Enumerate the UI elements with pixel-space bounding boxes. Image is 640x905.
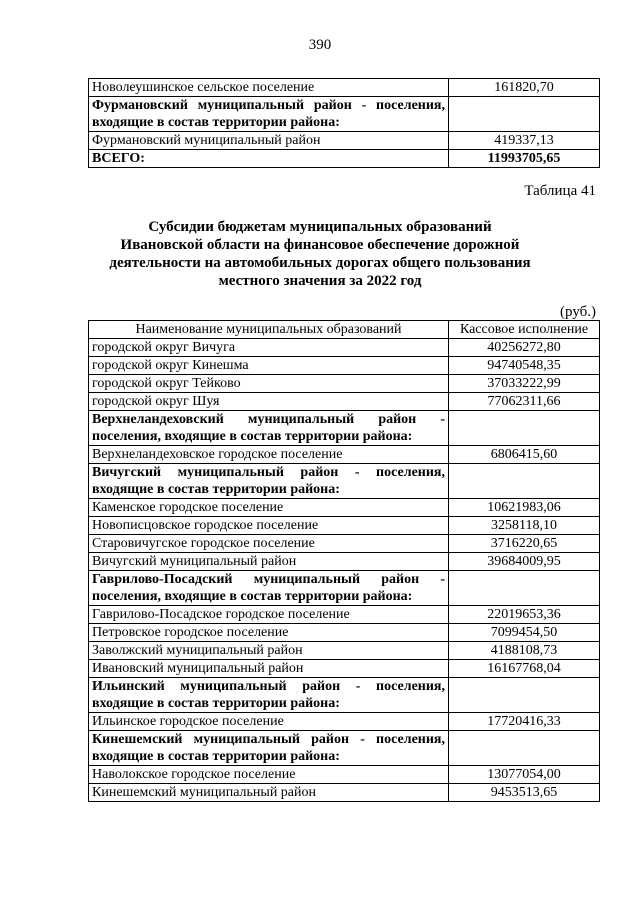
- table-row: [89, 339, 600, 357]
- row-value: 94740548,35: [449, 357, 600, 375]
- row-value: [449, 571, 600, 606]
- table-label: Таблица 41: [524, 183, 596, 199]
- row-value: 16167768,04: [449, 660, 600, 678]
- row-name: Кинешемский муниципальный район - поселения, входящие в состав территории района:: [89, 731, 449, 766]
- table-row: [89, 571, 600, 606]
- table-row: [89, 150, 600, 168]
- row-name: Вичугский муниципальный район - поселения, входящие в состав территории района:: [89, 464, 449, 499]
- table-row: [89, 375, 600, 393]
- table-row: [89, 79, 600, 97]
- unit-label: (руб.): [560, 304, 596, 320]
- row-value: 6806415,60: [449, 446, 600, 464]
- row-name: Ильинский муниципальный район - поселения, входящие в состав территории района:: [89, 678, 449, 713]
- row-name: Новолеушинское сельское поселение: [89, 79, 449, 97]
- row-name: Заволжский муниципальный район: [89, 642, 449, 660]
- row-name: Ильинское городское поселение: [89, 713, 449, 731]
- row-value: 40256272,80: [449, 339, 600, 357]
- title-line: Субсидии бюджетам муниципальных образований: [148, 219, 492, 235]
- row-name: Каменское городское поселение: [89, 499, 449, 517]
- header-name: Наименование муниципальных образований: [89, 321, 449, 339]
- title-line: Ивановской области на финансовое обеспечение дорожной: [120, 237, 520, 253]
- table-row: [89, 446, 600, 464]
- row-value: 161820,70: [449, 79, 600, 97]
- row-value: 11993705,65: [449, 150, 600, 168]
- row-value: [449, 678, 600, 713]
- table-row: [89, 642, 600, 660]
- title-line: местного значения за 2022 год: [218, 273, 422, 289]
- row-value: 3258118,10: [449, 517, 600, 535]
- row-name: Петровское городское поселение: [89, 624, 449, 642]
- row-value: 10621983,06: [449, 499, 600, 517]
- row-value: 7099454,50: [449, 624, 600, 642]
- row-value: 37033222,99: [449, 375, 600, 393]
- table-title: [0, 218, 640, 290]
- row-value: 9453513,65: [449, 784, 600, 802]
- row-name: Фурмановский муниципальный район: [89, 132, 449, 150]
- table-row: [89, 624, 600, 642]
- table-row: [89, 411, 600, 446]
- subsidies-table: [88, 320, 600, 802]
- table-row: [89, 499, 600, 517]
- table-row: [89, 713, 600, 731]
- row-name: городской округ Кинешма: [89, 357, 449, 375]
- row-name: ВСЕГО:: [89, 150, 449, 168]
- row-value: 22019653,36: [449, 606, 600, 624]
- row-name: Верхнеландеховский муниципальный район - поселения, входящие в состав территории района:: [89, 411, 449, 446]
- table-row: [89, 464, 600, 499]
- table-row: [89, 660, 600, 678]
- table-row: [89, 553, 600, 571]
- row-value: 419337,13: [449, 132, 600, 150]
- table-row: [89, 606, 600, 624]
- row-value: [449, 731, 600, 766]
- row-value: [449, 411, 600, 446]
- row-value: 13077054,00: [449, 766, 600, 784]
- row-name: городской округ Шуя: [89, 393, 449, 411]
- row-name: Наволокское городское поселение: [89, 766, 449, 784]
- header-amount: Кассовое исполнение: [449, 321, 600, 339]
- table-row: [89, 132, 600, 150]
- table-row: [89, 393, 600, 411]
- row-name: Кинешемский муниципальный район: [89, 784, 449, 802]
- page-number: 390: [308, 37, 332, 53]
- row-value: [449, 97, 600, 132]
- row-value: 17720416,33: [449, 713, 600, 731]
- row-name: Вичугский муниципальный район: [89, 553, 449, 571]
- row-name: Старовичугское городское поселение: [89, 535, 449, 553]
- row-value: 4188108,73: [449, 642, 600, 660]
- table-row: [89, 766, 600, 784]
- row-name: Новописцовское городское поселение: [89, 517, 449, 535]
- table-header-row: [89, 321, 600, 339]
- table-row: [89, 678, 600, 713]
- row-name: Верхнеландеховское городское поселение: [89, 446, 449, 464]
- row-name: Фурмановский муниципальный район - поселения, входящие в состав территории района:: [89, 97, 449, 132]
- continued-table: [88, 78, 600, 168]
- title-line: деятельности на автомобильных дорогах общего пользования: [109, 255, 531, 271]
- row-value: 77062311,66: [449, 393, 600, 411]
- row-name: городской округ Вичуга: [89, 339, 449, 357]
- row-name: городской округ Тейково: [89, 375, 449, 393]
- row-value: [449, 464, 600, 499]
- table-row: [89, 535, 600, 553]
- row-value: 3716220,65: [449, 535, 600, 553]
- row-name: Гаврилово-Посадский муниципальный район - поселения, входящие в состав территории района:: [89, 571, 449, 606]
- row-name: Гаврилово-Посадское городское поселение: [89, 606, 449, 624]
- table-row: [89, 357, 600, 375]
- table-row: [89, 784, 600, 802]
- row-name: Ивановский муниципальный район: [89, 660, 449, 678]
- table-row: [89, 517, 600, 535]
- table-row: [89, 97, 600, 132]
- table-row: [89, 731, 600, 766]
- row-value: 39684009,95: [449, 553, 600, 571]
